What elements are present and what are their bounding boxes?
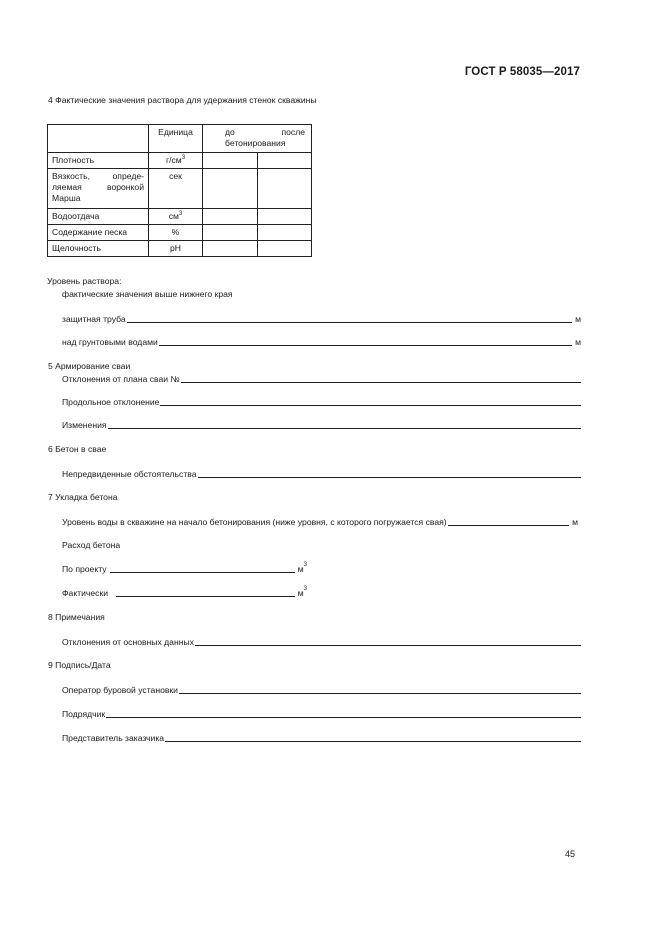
groundwater-line[interactable] (159, 336, 572, 346)
unforeseen-label: Непредвиденные обстоятельства (62, 469, 197, 479)
unforeseen-field[interactable] (62, 468, 581, 479)
document-code: ГОСТ Р 58035—2017 (464, 66, 580, 78)
table-cell-param: Водоотдача (48, 209, 149, 225)
table-cell-before[interactable] (203, 209, 258, 225)
table-row (48, 153, 312, 169)
table-cell-unit: $см^3$ (149, 209, 203, 225)
table-header-time (203, 125, 312, 153)
unforeseen-line[interactable] (198, 468, 582, 478)
table-cell-unit: $г/см^3$ (149, 153, 203, 169)
page-number: 45 (564, 849, 575, 859)
customer-rep-line[interactable] (165, 732, 581, 742)
pile-plan-deviation-line[interactable] (181, 373, 581, 383)
table-header-concreting: бетонирования (225, 138, 286, 148)
notes-deviation-line[interactable] (195, 636, 581, 646)
casing-field[interactable] (62, 313, 581, 324)
customer-rep-label: Представитель заказчика (62, 733, 165, 743)
table-header-empty (48, 125, 149, 153)
operator-line[interactable] (179, 684, 581, 694)
contractor-label: Подрядчик (62, 709, 106, 719)
groundwater-unit: м (575, 337, 581, 347)
table-cell-after[interactable] (257, 169, 312, 209)
table-header-before: до (225, 127, 235, 137)
design-volume-unit: $м^3$ (297, 562, 307, 574)
section-7-title: 7 Укладка бетона (48, 492, 118, 502)
casing-unit: м (575, 314, 581, 324)
groundwater-label: над грунтовыми водами (62, 337, 158, 347)
changes-label: Изменения (62, 420, 107, 430)
solution-level-title: Уровень раствора: (47, 276, 122, 286)
table-cell-unit: pH (149, 241, 203, 257)
table-cell-param: Вязкость, опреде- ляемая воронкой Марша (48, 169, 149, 209)
table-header-after: после (281, 127, 305, 137)
pile-plan-deviation-field[interactable] (62, 373, 581, 384)
contractor-line[interactable] (106, 708, 581, 718)
table-cell-before[interactable] (203, 153, 258, 169)
concrete-consumption-label: Расход бетона (62, 540, 121, 550)
section-5-title: 5 Армирование сваи (48, 361, 131, 371)
table-cell-unit: сек (149, 169, 203, 209)
design-volume-field[interactable] (62, 563, 307, 574)
changes-line[interactable] (108, 419, 581, 429)
solution-level-subtitle: фактические значения выше нижнего края (62, 289, 233, 299)
table-cell-before[interactable] (203, 169, 258, 209)
water-level-unit: м (572, 517, 578, 527)
table-row (48, 241, 312, 257)
table-cell-param: Содержание песка (48, 225, 149, 241)
casing-label: защитная труба (62, 314, 126, 324)
table-cell-after[interactable] (257, 225, 312, 241)
changes-field[interactable] (62, 419, 581, 430)
section-4-title: 4 Фактические значения раствора для удержания стенок скважины (48, 95, 317, 105)
table-cell-param: Щелочность (48, 241, 149, 257)
longitudinal-deviation-field[interactable] (62, 396, 581, 407)
table-header-row (48, 125, 312, 153)
table-cell-after[interactable] (257, 153, 312, 169)
water-level-field[interactable] (62, 516, 578, 527)
table-cell-after[interactable] (257, 241, 312, 257)
contractor-field[interactable] (62, 708, 581, 719)
table-row (48, 225, 312, 241)
customer-rep-field[interactable] (62, 732, 581, 743)
notes-deviation-label: Отклонения от основных данных (62, 637, 194, 647)
design-volume-line[interactable] (110, 563, 295, 573)
pile-plan-deviation-label: Отклонения от плана сваи № (62, 374, 180, 384)
table-cell-before[interactable] (203, 225, 258, 241)
table-cell-after[interactable] (257, 209, 312, 225)
actual-volume-label: Фактически (62, 588, 109, 598)
operator-label: Оператор буровой установки (62, 685, 178, 695)
casing-line[interactable] (127, 313, 572, 323)
table-cell-unit: % (149, 225, 203, 241)
design-volume-label: По проекту (62, 564, 107, 574)
section-9-title: 9 Подпись/Дата (48, 660, 111, 670)
actual-volume-field[interactable] (62, 587, 307, 598)
table-row (48, 169, 312, 209)
section-6-title: 6 Бетон в свае (48, 444, 107, 454)
longitudinal-deviation-label: Продольное отклонение (62, 397, 160, 407)
mud-parameters-table (47, 124, 312, 257)
table-cell-before[interactable] (203, 241, 258, 257)
actual-volume-line[interactable] (116, 587, 295, 597)
table-cell-param: Плотность (48, 153, 149, 169)
water-level-label: Уровень воды в скважине на начало бетонирования (ниже уровня, с которого погружается свая) (62, 517, 447, 527)
water-level-line[interactable] (448, 516, 569, 526)
actual-volume-unit: $м^3$ (297, 586, 307, 598)
operator-field[interactable] (62, 684, 581, 695)
table-header-unit: Единица (149, 125, 203, 153)
longitudinal-deviation-line[interactable] (160, 396, 581, 406)
groundwater-field[interactable] (62, 336, 581, 347)
table-row (48, 209, 312, 225)
notes-deviation-field[interactable] (62, 636, 581, 647)
section-8-title: 8 Примечания (48, 612, 105, 622)
